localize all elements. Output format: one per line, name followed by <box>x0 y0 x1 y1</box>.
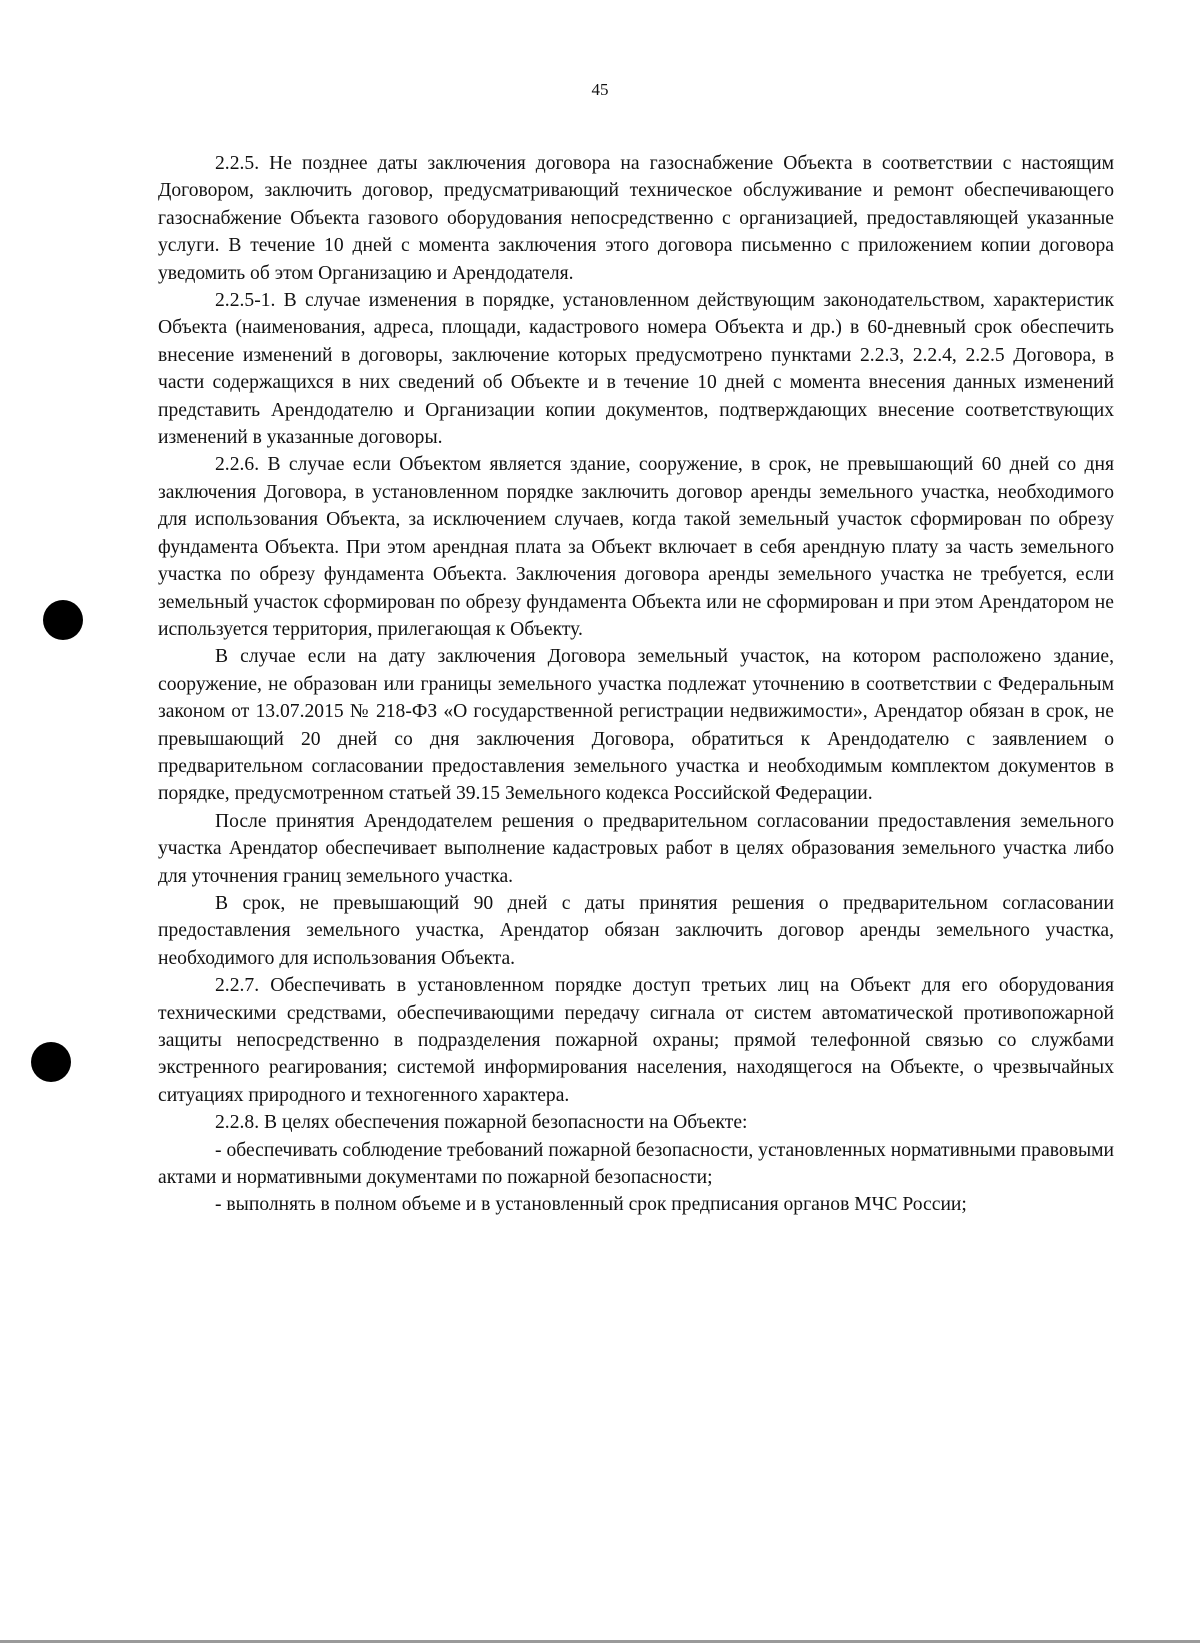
paragraph-lease-deadline: В срок, не превышающий 90 дней с даты принятия решения о предварительном согласовании предоставления земельного участка, Арендатор обязан заключить договор аренды земельного участка, необходимого для использования Объекта. <box>158 892 1114 969</box>
paragraph-land-plot-not-formed: В случае если на дату заключения Договора земельный участок, на котором расположено здание, сооружение, не образован или границы земельного участка подлежат уточнению в соответствии с Федеральным законом от 13.07.2015 № 218-ФЗ «О государственной регистрации недвижимости», Арендатор обязан в срок, не превышающий 20 дней со дня заключения Договора, обратиться к Арендодателю с заявлением о предварительном согласовании предоставления земельного участка и необходимым комплектом документов в порядке, предусмотренном статьей 39.15 Земельного кодекса Российской Федерации. <box>158 646 1114 805</box>
list-item-mchs-orders: - выполнять в полном объеме и в установленный срок предписания органов МЧС России; <box>215 1194 967 1216</box>
list-item-fire-safety-requirements: - обеспечивать соблюдение требований пожарной безопасности, установленных нормативными правовыми актами и нормативными документами по пожарной безопасности; <box>158 1139 1114 1189</box>
paragraph-after-approval: После принятия Арендодателем решения о предварительном согласовании предоставления земельного участка Арендатор обеспечивает выполнение кадастровых работ в целях образования земельного участка либо для уточнения границ земельного участка. <box>158 810 1114 887</box>
punch-hole-bottom <box>31 1042 71 1082</box>
paragraph-2-2-7: 2.2.7. Обеспечивать в установленном порядке доступ третьих лиц на Объект для его оборудования техническими средствами, обеспечивающими передачу сигнала от систем автоматической противопожарной защиты непосредственно в подразделения пожарной охраны; прямой телефонной связью со службами экстренного реагирования; системой информирования населения, находящегося на Объекте, о чрезвычайных ситуациях природного и техногенного характера. <box>158 975 1114 1106</box>
page-number: 45 <box>591 80 609 99</box>
paragraph-2-2-6: 2.2.6. В случае если Объектом является здание, сооружение, в срок, не превышающий 60 дней со дня заключения Договора, в установленном порядке заключить договор аренды земельного участка, необходимого для использования Объекта, за исключением случаев, когда такой земельный участок сформирован по обрезу фундамента Объекта. При этом арендная плата за Объект включает в себя арендную плату за часть земельного участка по обрезу фундамента Объекта. Заключения договора аренды земельного участка не требуется, если земельный участок сформирован по обрезу фундамента Объекта или не сформирован и при этом Арендатором не используется территория, прилегающая к Объекту. <box>158 454 1114 640</box>
paragraph-2-2-5: 2.2.5. Не позднее даты заключения договора на газоснабжение Объекта в соответствии с настоящим Договором, заключить договор, предусматривающий техническое обслуживание и ремонт обеспечивающего газоснабжение Объекта газового оборудования непосредственно с организацией, предоставляющей указанные услуги. В течение 10 дней с момента заключения этого договора письменно с приложением копии договора уведомить об этом Организацию и Арендодателя. <box>158 153 1114 284</box>
paragraph-2-2-5-1: 2.2.5-1. В случае изменения в порядке, установленном действующим законодательством, характеристик Объекта (наименования, адреса, площади, кадастрового номера Объекта и др.) в 60-дневный срок обеспечить внесение изменений в договоры, заключение которых предусмотрено пунктами 2.2.3, 2.2.4, 2.2.5 Договора, в части содержащихся в них сведений об Объекте и в течение 10 дней с момента внесения данных изменений представить Арендодателю и Организации копии документов, подтверждающих внесение соответствующих изменений в указанные договоры. <box>158 290 1114 449</box>
punch-hole-top <box>43 600 83 640</box>
document-body <box>158 150 1114 1219</box>
paragraph-2-2-8: 2.2.8. В целях обеспечения пожарной безопасности на Объекте: <box>215 1112 748 1134</box>
